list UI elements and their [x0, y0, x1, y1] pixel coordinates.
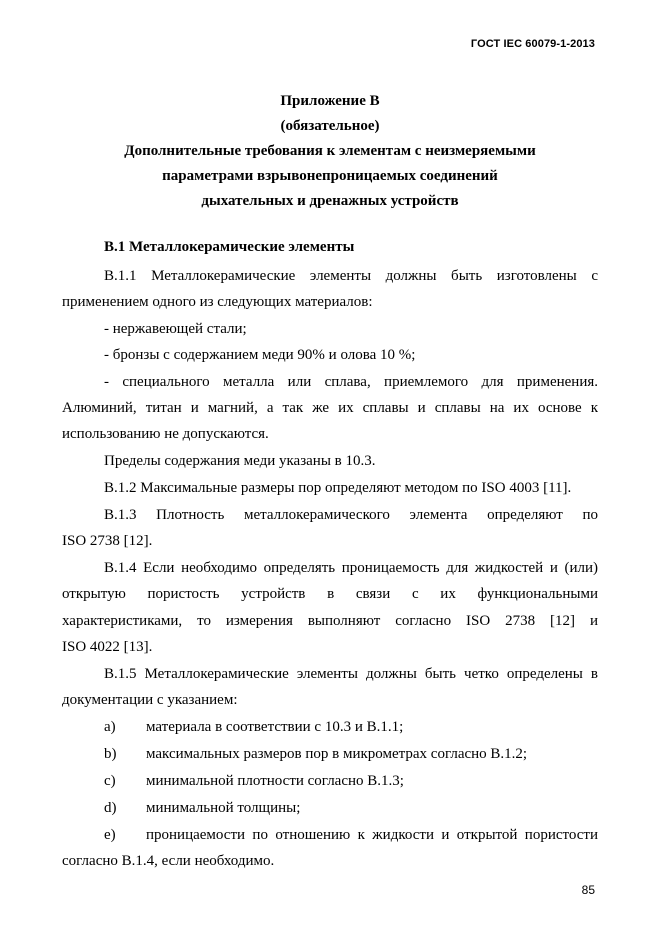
paragraph-b13-line-2: ISO 2738 [12].	[62, 533, 153, 549]
appendix-heading-line-1: Дополнительные требования к элементам с неизмеряемыми	[124, 143, 536, 159]
material-item-stainless: - нержавеющей стали;	[104, 321, 247, 337]
list-item-label: c)	[104, 773, 116, 789]
list-item-label: b)	[104, 746, 117, 762]
paragraph-b11-line-2: применением одного из следующих материалов:	[62, 294, 373, 310]
paragraph-b11-line-1: В.1.1 Металлокерамические элементы должны быть изготовлены с	[104, 268, 598, 284]
material-item-bronze: - бронзы с содержанием меди 90% и олова 10 %;	[104, 347, 416, 363]
paragraph-b15-line-2: документации с указанием:	[62, 692, 238, 708]
appendix-heading-line-3: дыхательных и дренажных устройств	[201, 193, 459, 209]
list-item-text: проницаемости по отношению к жидкости и открытой пористости	[146, 827, 598, 843]
list-item-text: минимальной толщины;	[146, 800, 301, 816]
paragraph-b14-line-4: ISO 4022 [13].	[62, 639, 153, 655]
paragraph-b15-line-1: В.1.5 Металлокерамические элементы должны быть четко определены в	[104, 666, 598, 682]
material-item-special-line-3: использованию не допускаются.	[62, 426, 269, 442]
paragraph-b14-line-2: открытую пористость устройств в связи с их функциональными	[62, 586, 598, 602]
appendix-status: (обязательное)	[280, 118, 380, 134]
paragraph-copper-limits: Пределы содержания меди указаны в 10.3.	[104, 453, 376, 469]
paragraph-b14-line-3: характеристиками, то измерения выполняют согласно ISO 2738 [12] и	[62, 613, 598, 629]
paragraph-b13-line-1: В.1.3 Плотность металлокерамического элемента определяют по	[104, 507, 598, 523]
section-heading: В.1 Металлокерамические элементы	[104, 239, 355, 255]
material-item-special-line-1: - специального металла или сплава, приемлемого для применения.	[104, 374, 598, 390]
appendix-title: Приложение В	[280, 93, 380, 109]
list-item-text: минимальной плотности согласно В.1.3;	[146, 773, 404, 789]
document-header: ГОСТ IEC 60079-1-2013	[470, 38, 595, 50]
list-item-e-continuation: согласно В.1.4, если необходимо.	[62, 853, 275, 869]
list-item-label: e)	[104, 827, 116, 843]
list-item-label: a)	[104, 719, 116, 735]
page-number: 85	[581, 883, 595, 897]
paragraph-b14-line-1: В.1.4 Если необходимо определять проницаемость для жидкостей и (или)	[104, 560, 598, 576]
list-item-text: максимальных размеров пор в микрометрах согласно В.1.2;	[146, 746, 528, 762]
paragraph-b12: В.1.2 Максимальные размеры пор определяют методом по ISO 4003 [11].	[104, 480, 572, 496]
appendix-heading-line-2: параметрами взрывонепроницаемых соединений	[162, 168, 498, 184]
list-item-text: материала в соответствии с 10.3 и В.1.1;	[146, 719, 404, 735]
list-item-label: d)	[104, 800, 117, 816]
material-item-special-line-2: Алюминий, титан и магний, а так же их сплавы и сплавы на их основе к	[62, 400, 598, 416]
